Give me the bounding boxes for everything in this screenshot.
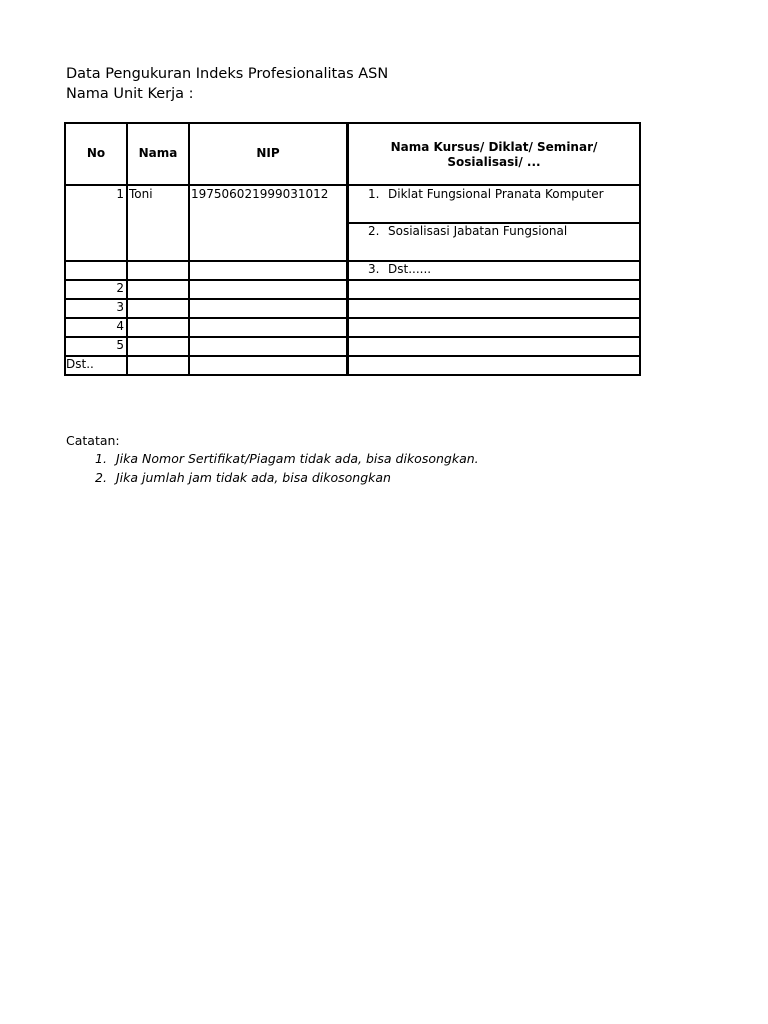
col-header-kursus: [349, 140, 639, 170]
row-line: [64, 317, 641, 319]
row-2-no: 2: [116, 281, 124, 295]
row-line: [64, 260, 641, 262]
row-line: [64, 298, 641, 300]
row-3-no: 3: [116, 300, 124, 314]
course-text: Dst......: [388, 262, 432, 276]
course-marker: 2.: [368, 224, 380, 238]
page-title: Data Pengukuran Indeks Profesionalitas ASN: [66, 66, 389, 82]
row-1-nama: Toni: [129, 187, 153, 201]
col-header-no: No: [86, 146, 106, 160]
note-text: Jika Nomor Sertifikat/Piagam tidak ada, bisa dikosongkan.: [116, 451, 479, 466]
col-header-nip: NIP: [256, 146, 280, 160]
course-marker: 3.: [368, 262, 380, 276]
table-border-top: [64, 122, 641, 124]
course-item: [368, 187, 604, 201]
col-header-kursus-line2: Sosialisasi/ ...: [447, 155, 541, 169]
course-text: Sosialisasi Jabatan Fungsional: [388, 224, 568, 238]
course-marker: 1.: [368, 187, 380, 201]
notes-title: Catatan:: [66, 433, 120, 448]
row-5-no: 5: [116, 338, 124, 352]
note-marker: 2.: [95, 470, 107, 485]
table-border-bottom: [64, 374, 641, 376]
note-item: [95, 470, 391, 485]
col-header-nama: Nama: [138, 146, 178, 160]
course-text: Diklat Fungsional Pranata Komputer: [388, 187, 604, 201]
row-line: [64, 279, 641, 281]
course-item: [368, 262, 431, 276]
note-item: [95, 451, 479, 466]
row-4-no: 4: [116, 319, 124, 333]
row-1-no: 1: [116, 187, 124, 201]
note-text: Jika jumlah jam tidak ada, bisa dikosongkan: [116, 470, 391, 485]
header-row-bottom: [64, 184, 641, 186]
row-line: [64, 336, 641, 338]
row-line: [64, 355, 641, 357]
unit-label: Nama Unit Kerja :: [66, 86, 194, 102]
note-marker: 1.: [95, 451, 107, 466]
row-1-nip: 197506021999031012: [191, 187, 329, 201]
course-item: [368, 224, 567, 238]
table-border-right: [639, 122, 641, 376]
col-header-kursus-line1: Nama Kursus/ Diklat/ Seminar/: [390, 140, 598, 154]
last-row-label: Dst..: [66, 357, 94, 371]
